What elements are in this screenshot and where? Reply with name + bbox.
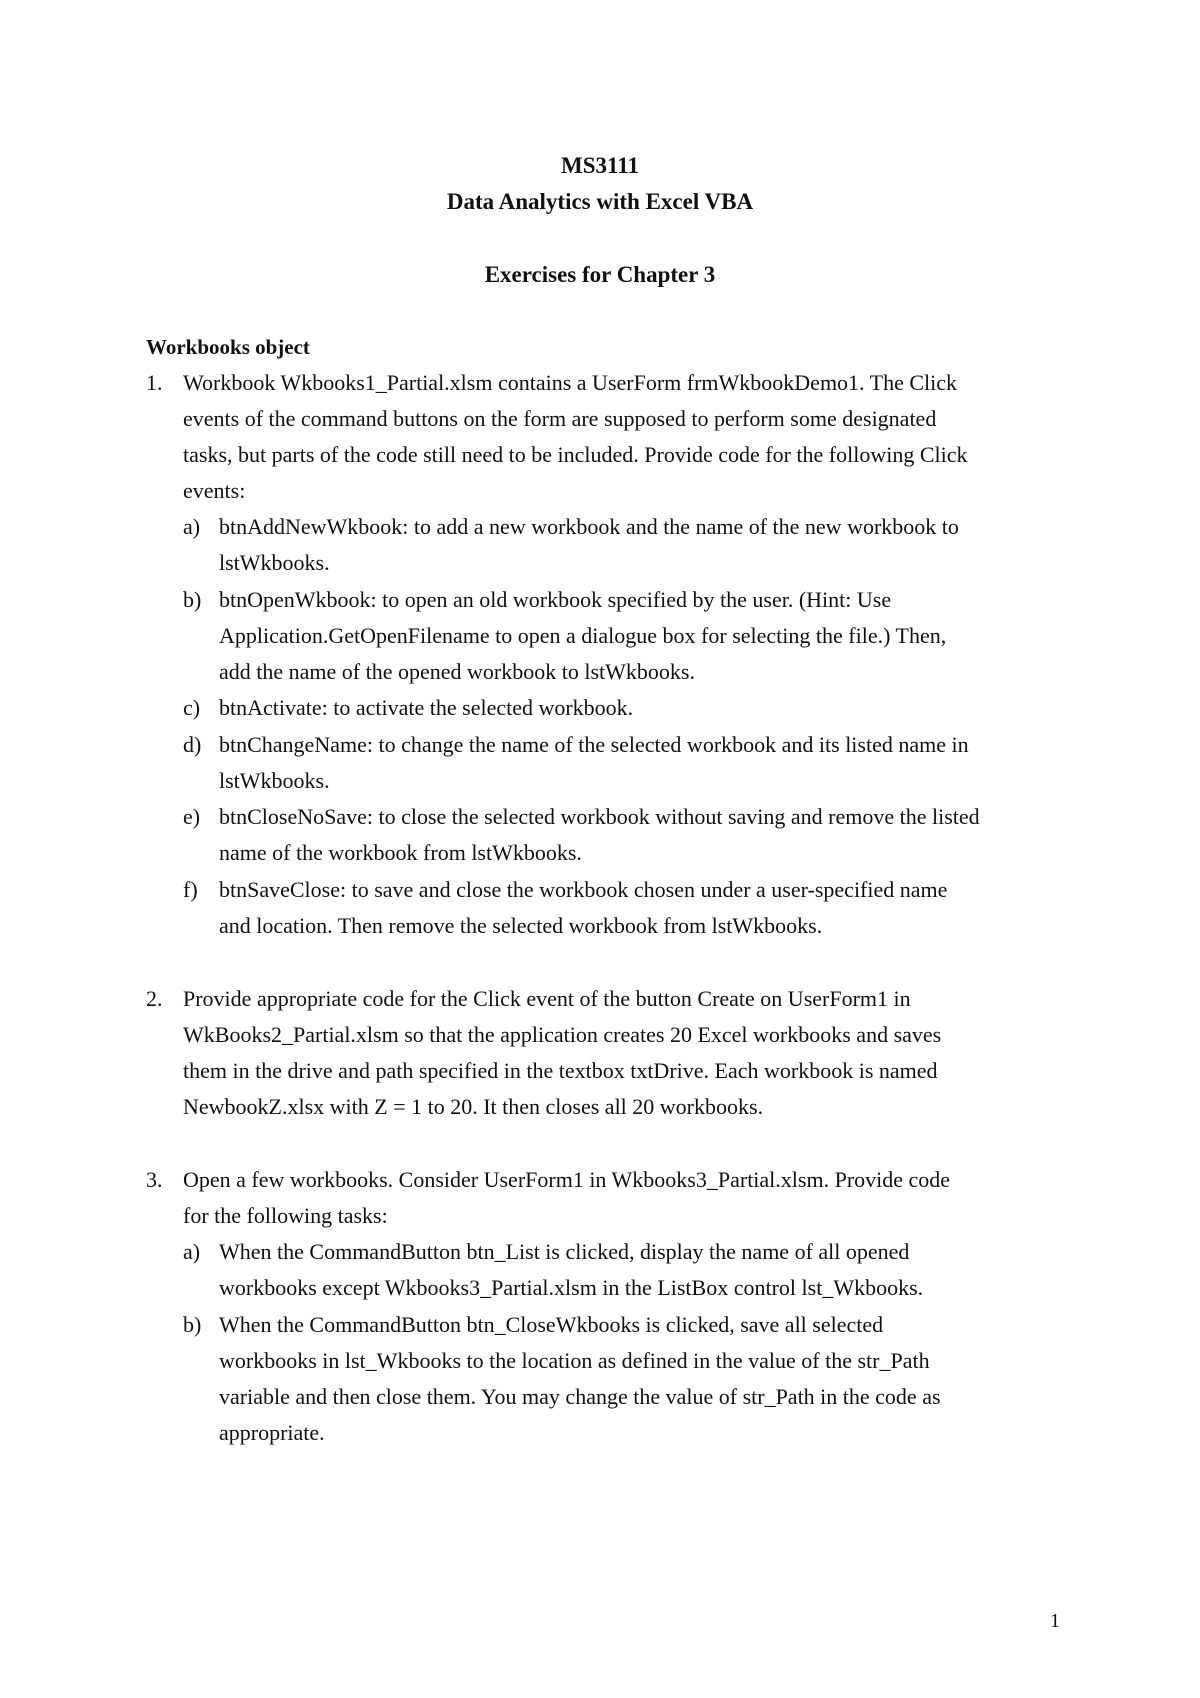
exercise-1c-line: btnActivate: to activate the selected workbook. <box>219 695 634 720</box>
exercise-1e-line: btnCloseNoSave: to close the selected workbook without saving and remove the listed <box>219 804 980 829</box>
exercise-1-line: events of the command buttons on the form are supposed to perform some designated <box>183 406 937 431</box>
exercise-1a-line: lstWkbooks. <box>219 550 330 575</box>
exercise-3a-line: When the CommandButton btn_List is clicked, display the name of all opened <box>219 1239 910 1264</box>
exercise-2-line: NewbookZ.xlsx with Z = 1 to 20. It then closes all 20 workbooks. <box>183 1094 764 1119</box>
exercise-3-number: 3. <box>146 1167 163 1192</box>
exercise-1-line: tasks, but parts of the code still need to be included. Provide code for the following Click <box>183 442 968 467</box>
exercise-3b-line: appropriate. <box>219 1420 325 1445</box>
exercise-3b-line: When the CommandButton btn_CloseWkbooks is clicked, save all selected <box>219 1312 884 1337</box>
exercise-2-line: Provide appropriate code for the Click event of the button Create on UserForm1 in <box>183 986 911 1011</box>
exercise-1b-line: add the name of the opened workbook to lstWkbooks. <box>219 659 695 684</box>
page-number: 1 <box>1050 1610 1060 1632</box>
exercise-1-number: 1. <box>146 370 163 395</box>
course-title: Data Analytics with Excel VBA <box>446 189 754 214</box>
exercise-2-line: them in the drive and path specified in the textbox txtDrive. Each workbook is named <box>183 1058 938 1083</box>
exercise-1f-label: f) <box>183 877 198 902</box>
exercise-3-line: Open a few workbooks. Consider UserForm1 in Wkbooks3_Partial.xlsm. Provide code <box>183 1167 951 1192</box>
exercise-1f-line: btnSaveClose: to save and close the workbook chosen under a user-specified name <box>219 877 948 902</box>
exercise-1-line: events: <box>183 478 246 503</box>
course-code: MS3111 <box>561 153 639 178</box>
exercise-1e-label: e) <box>183 804 201 829</box>
exercise-1a-label: a) <box>183 514 201 539</box>
exercise-1-line: Workbook Wkbooks1_Partial.xlsm contains a UserForm frmWkbookDemo1. The Click <box>183 370 958 395</box>
exercise-3a-label: a) <box>183 1239 201 1264</box>
exercise-3a-line: workbooks except Wkbooks3_Partial.xlsm in the ListBox control lst_Wkbooks. <box>219 1275 924 1300</box>
exercise-1d-line: lstWkbooks. <box>219 768 330 793</box>
exercise-1a-line: btnAddNewWkbook: to add a new workbook and the name of the new workbook to <box>219 514 959 539</box>
exercise-3-line: for the following tasks: <box>183 1203 388 1228</box>
exercise-2-number: 2. <box>146 986 163 1011</box>
exercise-1f-line: and location. Then remove the selected workbook from lstWkbooks. <box>219 913 823 938</box>
exercise-1e-line: name of the workbook from lstWkbooks. <box>219 840 582 865</box>
exercise-1d-line: btnChangeName: to change the name of the selected workbook and its listed name in <box>219 732 969 757</box>
exercise-3b-line: variable and then close them. You may change the value of str_Path in the code as <box>219 1384 941 1409</box>
exercise-1b-line: Application.GetOpenFilename to open a dialogue box for selecting the file.) Then, <box>219 623 947 648</box>
exercise-2-line: WkBooks2_Partial.xlsm so that the application creates 20 Excel workbooks and saves <box>183 1022 942 1047</box>
section-heading: Workbooks object <box>146 335 310 359</box>
exercise-3b-label: b) <box>183 1312 202 1337</box>
exercise-1b-line: btnOpenWkbook: to open an old workbook specified by the user. (Hint: Use <box>219 587 892 612</box>
chapter-title: Exercises for Chapter 3 <box>484 262 716 287</box>
exercise-1c-label: c) <box>183 695 201 720</box>
exercise-3b-line: workbooks in lst_Wkbooks to the location as defined in the value of the str_Path <box>219 1348 930 1373</box>
exercise-1d-label: d) <box>183 732 202 757</box>
exercise-1b-label: b) <box>183 587 202 612</box>
